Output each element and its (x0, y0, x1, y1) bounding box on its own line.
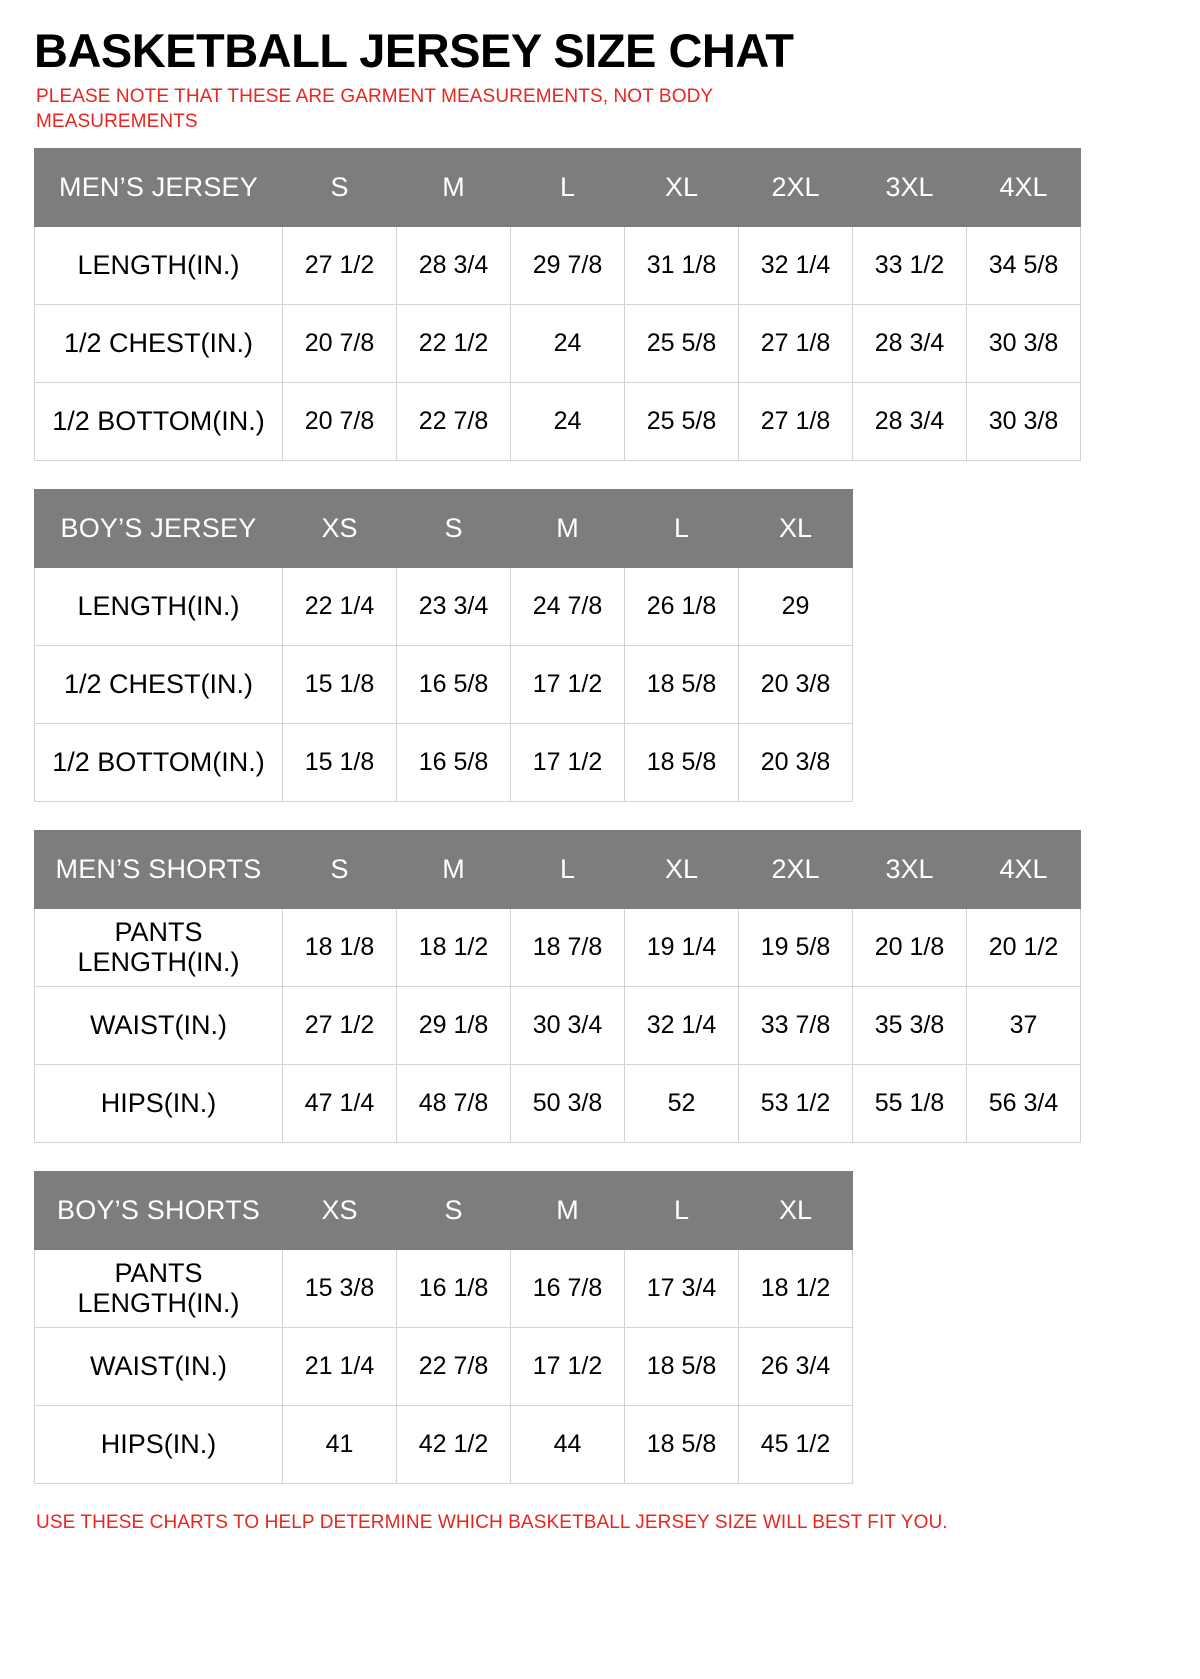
table-cell: 48 7/8 (397, 1064, 511, 1142)
header-cell-size: 2XL (739, 830, 853, 908)
header-cell-size: S (397, 489, 511, 567)
table-header-row (35, 489, 853, 567)
header-cell-size: 4XL (967, 830, 1081, 908)
header-cell-size: 3XL (853, 830, 967, 908)
row-label: 1/2 CHEST(IN.) (35, 645, 283, 723)
table-cell: 53 1/2 (739, 1064, 853, 1142)
table-boys-shorts (34, 1171, 853, 1484)
header-cell-size: XL (739, 1171, 853, 1249)
table-cell: 26 3/4 (739, 1327, 853, 1405)
header-cell-size: XS (283, 489, 397, 567)
table-header-row (35, 148, 1081, 226)
table-row (35, 382, 1081, 460)
table-row (35, 567, 853, 645)
table-cell: 20 7/8 (283, 304, 397, 382)
header-cell-category: MEN’S SHORTS (35, 830, 283, 908)
table-cell: 26 1/8 (625, 567, 739, 645)
row-label: WAIST(IN.) (35, 986, 283, 1064)
header-cell-size: M (397, 830, 511, 908)
table-cell: 18 7/8 (511, 908, 625, 986)
table-cell: 16 5/8 (397, 723, 511, 801)
header-cell-size: 2XL (739, 148, 853, 226)
table-cell: 21 1/4 (283, 1327, 397, 1405)
table-row (35, 1327, 853, 1405)
table-cell: 30 3/4 (511, 986, 625, 1064)
table-cell: 24 (511, 304, 625, 382)
table-cell: 44 (511, 1405, 625, 1483)
footer-note: USE THESE CHARTS TO HELP DETERMINE WHICH BASKETBALL JERSEY SIZE WILL BEST FIT YOU. (36, 1511, 948, 1533)
table-cell: 18 5/8 (625, 1327, 739, 1405)
table-cell: 47 1/4 (283, 1064, 397, 1142)
table-cell: 17 1/2 (511, 1327, 625, 1405)
table-cell: 18 5/8 (625, 645, 739, 723)
table-cell: 20 7/8 (283, 382, 397, 460)
table-cell: 20 1/2 (967, 908, 1081, 986)
row-label: LENGTH(IN.) (35, 226, 283, 304)
table-row (35, 304, 1081, 382)
table-men-jersey (34, 148, 1081, 461)
table-cell: 18 1/8 (283, 908, 397, 986)
table-cell: 18 1/2 (739, 1249, 853, 1327)
table-cell: 37 (967, 986, 1081, 1064)
table-header-row (35, 1171, 853, 1249)
table-row (35, 908, 1081, 986)
header-cell-size: L (625, 1171, 739, 1249)
table-cell: 55 1/8 (853, 1064, 967, 1142)
table-cell: 18 5/8 (625, 1405, 739, 1483)
table-cell: 52 (625, 1064, 739, 1142)
table-cell: 27 1/8 (739, 304, 853, 382)
header-cell-size: L (511, 830, 625, 908)
header-cell-size: 4XL (967, 148, 1081, 226)
row-label: HIPS(IN.) (35, 1405, 283, 1483)
header-cell-size: M (397, 148, 511, 226)
table-cell: 56 3/4 (967, 1064, 1081, 1142)
table-cell: 33 1/2 (853, 226, 967, 304)
table-cell: 20 3/8 (739, 723, 853, 801)
measurement-disclaimer: PLEASE NOTE THAT THESE ARE GARMENT MEASUREMENTS, NOT BODY MEASUREMENTS (36, 86, 713, 132)
row-label: 1/2 CHEST(IN.) (35, 304, 283, 382)
table-cell: 41 (283, 1405, 397, 1483)
row-label (35, 908, 283, 986)
table-cell: 24 (511, 382, 625, 460)
table-cell: 30 3/8 (967, 304, 1081, 382)
table-men-shorts (34, 830, 1081, 1143)
table-cell: 22 7/8 (397, 382, 511, 460)
table-row (35, 226, 1081, 304)
table-cell: 25 5/8 (625, 382, 739, 460)
table-row (35, 645, 853, 723)
table-cell: 25 5/8 (625, 304, 739, 382)
header-cell-category: BOY’S SHORTS (35, 1171, 283, 1249)
table-cell: 15 3/8 (283, 1249, 397, 1327)
row-label-line1: PANTS (114, 917, 203, 948)
table-cell: 22 1/4 (283, 567, 397, 645)
row-label-line1: PANTS (114, 1258, 203, 1289)
table-cell: 18 1/2 (397, 908, 511, 986)
table-boys-jersey (34, 489, 853, 802)
table-cell: 17 1/2 (511, 723, 625, 801)
header-cell-size: XL (625, 148, 739, 226)
header-cell-size: M (511, 1171, 625, 1249)
table-cell: 27 1/2 (283, 986, 397, 1064)
table-row (35, 723, 853, 801)
table-cell: 28 3/4 (853, 304, 967, 382)
header-cell-size: XL (625, 830, 739, 908)
table-cell: 16 7/8 (511, 1249, 625, 1327)
table-cell: 20 1/8 (853, 908, 967, 986)
table-cell: 17 1/2 (511, 645, 625, 723)
header-cell-category: BOY’S JERSEY (35, 489, 283, 567)
table-row (35, 1249, 853, 1327)
table-cell: 15 1/8 (283, 723, 397, 801)
table-cell: 32 1/4 (625, 986, 739, 1064)
header-cell-size: XL (739, 489, 853, 567)
header-cell-size: 3XL (853, 148, 967, 226)
header-cell-size: L (511, 148, 625, 226)
header-cell-size: S (283, 830, 397, 908)
header-cell-size: L (625, 489, 739, 567)
table-cell: 29 (739, 567, 853, 645)
table-cell: 20 3/8 (739, 645, 853, 723)
header-cell-category: MEN’S JERSEY (35, 148, 283, 226)
row-label: HIPS(IN.) (35, 1064, 283, 1142)
table-cell: 50 3/8 (511, 1064, 625, 1142)
row-label-line2: LENGTH(IN.) (77, 1288, 240, 1319)
table-cell: 23 3/4 (397, 567, 511, 645)
row-label: WAIST(IN.) (35, 1327, 283, 1405)
table-cell: 31 1/8 (625, 226, 739, 304)
row-label: 1/2 BOTTOM(IN.) (35, 723, 283, 801)
table-cell: 17 3/4 (625, 1249, 739, 1327)
table-row (35, 986, 1081, 1064)
header-cell-size: XS (283, 1171, 397, 1249)
table-cell: 28 3/4 (853, 382, 967, 460)
header-cell-size: S (283, 148, 397, 226)
table-row (35, 1064, 1081, 1142)
table-cell: 22 7/8 (397, 1327, 511, 1405)
table-cell: 32 1/4 (739, 226, 853, 304)
table-cell: 27 1/2 (283, 226, 397, 304)
table-cell: 29 7/8 (511, 226, 625, 304)
table-cell: 16 5/8 (397, 645, 511, 723)
table-cell: 19 1/4 (625, 908, 739, 986)
table-cell: 42 1/2 (397, 1405, 511, 1483)
table-row (35, 1405, 853, 1483)
table-cell: 22 1/2 (397, 304, 511, 382)
table-cell: 28 3/4 (397, 226, 511, 304)
table-cell: 35 3/8 (853, 986, 967, 1064)
row-label: LENGTH(IN.) (35, 567, 283, 645)
table-cell: 45 1/2 (739, 1405, 853, 1483)
page-title: BASKETBALL JERSEY SIZE CHAT (34, 24, 794, 77)
header-cell-size: S (397, 1171, 511, 1249)
table-cell: 16 1/8 (397, 1249, 511, 1327)
table-cell: 15 1/8 (283, 645, 397, 723)
table-cell: 18 5/8 (625, 723, 739, 801)
table-cell: 27 1/8 (739, 382, 853, 460)
table-cell: 24 7/8 (511, 567, 625, 645)
table-cell: 29 1/8 (397, 986, 511, 1064)
header-cell-size: M (511, 489, 625, 567)
row-label-line2: LENGTH(IN.) (77, 947, 240, 978)
row-label (35, 1249, 283, 1327)
table-header-row (35, 830, 1081, 908)
row-label: 1/2 BOTTOM(IN.) (35, 382, 283, 460)
table-cell: 19 5/8 (739, 908, 853, 986)
table-cell: 34 5/8 (967, 226, 1081, 304)
table-cell: 30 3/8 (967, 382, 1081, 460)
table-cell: 33 7/8 (739, 986, 853, 1064)
